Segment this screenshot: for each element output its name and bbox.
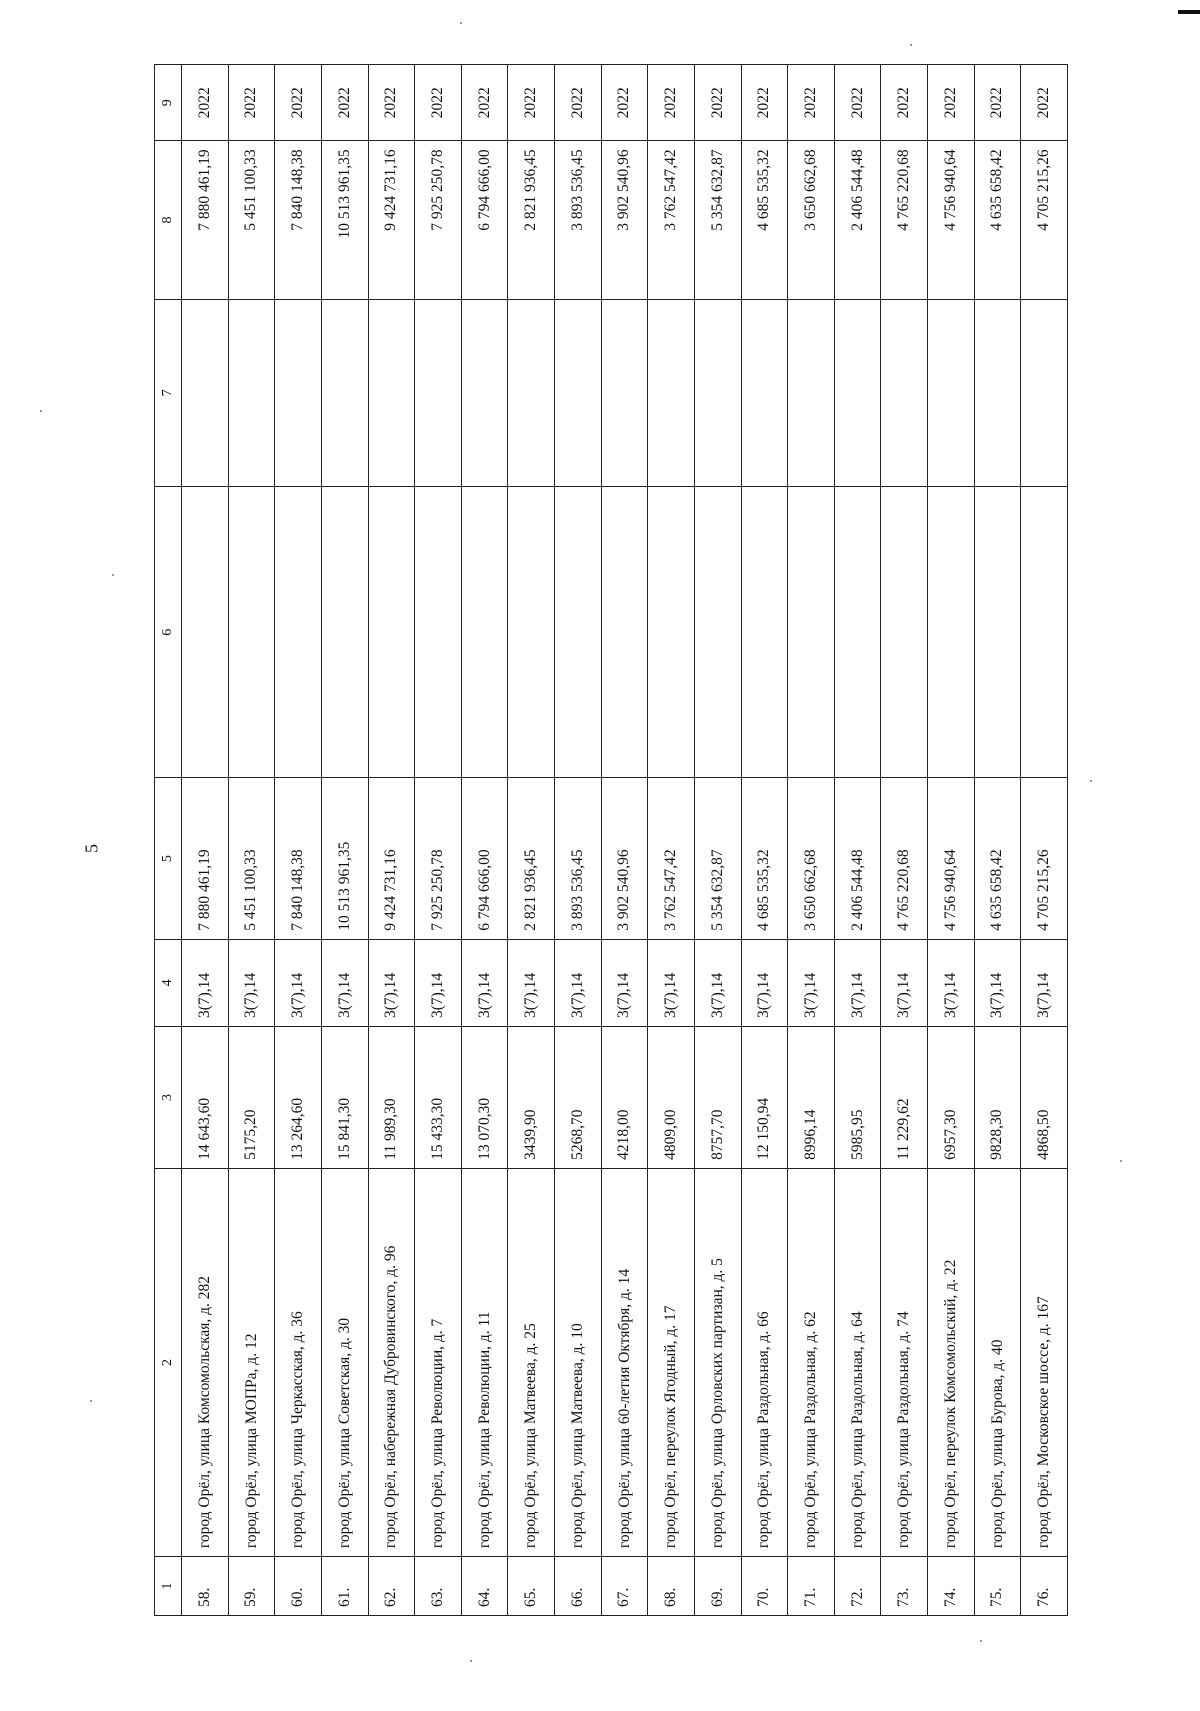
row-number: 63. (415, 1557, 462, 1616)
row-sum-col5: 9 424 731,16 (368, 778, 415, 939)
header-col-6: 6 (155, 487, 182, 778)
row-sum-col5: 7 880 461,19 (182, 778, 229, 939)
row-col7 (601, 299, 648, 487)
row-address: город Орёл, улица Революции, д. 7 (415, 1168, 462, 1556)
row-area: 14 643,60 (182, 1027, 229, 1169)
row-code: 3(7),14 (1021, 939, 1068, 1026)
row-address: город Орёл, улица МОПРа, д. 12 (228, 1168, 275, 1556)
row-sum-col5: 2 406 544,48 (834, 778, 881, 939)
row-sum-col8: 4 765 220,68 (881, 141, 928, 299)
row-code: 3(7),14 (834, 939, 881, 1026)
row-area: 6957,30 (928, 1027, 975, 1169)
row-col6 (461, 487, 508, 778)
row-year: 2022 (461, 65, 508, 141)
row-col7 (321, 299, 368, 487)
row-year: 2022 (275, 65, 322, 141)
row-address: город Орёл, улица Революции, д. 11 (461, 1168, 508, 1556)
table-row (275, 65, 322, 1616)
row-number: 73. (881, 1557, 928, 1616)
row-address: город Орёл, переулок Ягодный, д. 17 (648, 1168, 695, 1556)
row-number: 58. (182, 1557, 229, 1616)
row-code: 3(7),14 (321, 939, 368, 1026)
row-sum-col8: 5 451 100,33 (228, 141, 275, 299)
register-table-holder (154, 64, 1068, 1616)
row-code: 3(7),14 (601, 939, 648, 1026)
row-address: город Орёл, набережная Дубровинского, д. 96 (368, 1168, 415, 1556)
row-sum-col5: 7 925 250,78 (415, 778, 462, 939)
row-year: 2022 (415, 65, 462, 141)
table-row (1021, 65, 1068, 1616)
scan-speck (1120, 1160, 1122, 1162)
row-number: 64. (461, 1557, 508, 1616)
row-sum-col5: 5 354 632,87 (694, 778, 741, 939)
row-col6 (368, 487, 415, 778)
row-area: 12 150,94 (741, 1027, 788, 1169)
row-sum-col5: 2 821 936,45 (508, 778, 555, 939)
row-year: 2022 (182, 65, 229, 141)
table-row (741, 65, 788, 1616)
scan-speck (910, 44, 912, 46)
row-year: 2022 (1021, 65, 1068, 141)
header-col-9: 9 (155, 65, 182, 141)
row-sum-col8: 5 354 632,87 (694, 141, 741, 299)
row-area: 15 841,30 (321, 1027, 368, 1169)
row-area: 11 229,62 (881, 1027, 928, 1169)
page-number: 5 (81, 844, 102, 853)
row-sum-col8: 7 840 148,38 (275, 141, 322, 299)
register-table (154, 64, 1068, 1616)
row-col7 (881, 299, 928, 487)
row-col6 (834, 487, 881, 778)
row-col7 (974, 299, 1021, 487)
row-col6 (928, 487, 975, 778)
row-col6 (881, 487, 928, 778)
row-number: 71. (788, 1557, 835, 1616)
row-year: 2022 (228, 65, 275, 141)
row-col6 (741, 487, 788, 778)
scan-speck (460, 22, 462, 24)
row-area: 4218,00 (601, 1027, 648, 1169)
row-area: 11 989,30 (368, 1027, 415, 1169)
table-body (182, 65, 1068, 1616)
scan-speck (470, 1660, 472, 1662)
row-sum-col8: 3 902 540,96 (601, 141, 648, 299)
row-area: 5268,70 (555, 1027, 602, 1169)
header-col-8: 8 (155, 141, 182, 299)
row-col6 (508, 487, 555, 778)
table-row (182, 65, 229, 1616)
table-row (228, 65, 275, 1616)
row-code: 3(7),14 (555, 939, 602, 1026)
row-year: 2022 (321, 65, 368, 141)
header-col-2: 2 (155, 1168, 182, 1556)
row-col6 (694, 487, 741, 778)
row-number: 75. (974, 1557, 1021, 1616)
row-sum-col5: 4 756 940,64 (928, 778, 975, 939)
row-year: 2022 (555, 65, 602, 141)
row-col6 (1021, 487, 1068, 778)
row-col7 (694, 299, 741, 487)
row-col7 (648, 299, 695, 487)
row-year: 2022 (788, 65, 835, 141)
row-sum-col5: 10 513 961,35 (321, 778, 368, 939)
row-col6 (974, 487, 1021, 778)
header-col-3: 3 (155, 1027, 182, 1169)
row-address: город Орёл, улица Раздольная, д. 74 (881, 1168, 928, 1556)
row-sum-col8: 4 756 940,64 (928, 141, 975, 299)
row-year: 2022 (741, 65, 788, 141)
row-sum-col8: 7 925 250,78 (415, 141, 462, 299)
row-area: 5175,20 (228, 1027, 275, 1169)
row-code: 3(7),14 (788, 939, 835, 1026)
scan-speck (112, 574, 114, 576)
row-address: город Орёл, улица 60-летия Октября, д. 14 (601, 1168, 648, 1556)
row-sum-col5: 4 705 215,26 (1021, 778, 1068, 939)
rotated-table-frame (154, 64, 1068, 1616)
row-address: город Орёл, улица Черкасская, д. 36 (275, 1168, 322, 1556)
table-row (415, 65, 462, 1616)
row-area: 9828,30 (974, 1027, 1021, 1169)
row-col7 (275, 299, 322, 487)
scan-speck (1090, 780, 1092, 782)
row-year: 2022 (834, 65, 881, 141)
row-sum-col8: 2 406 544,48 (834, 141, 881, 299)
table-row (928, 65, 975, 1616)
row-number: 70. (741, 1557, 788, 1616)
table-row (601, 65, 648, 1616)
row-col7 (228, 299, 275, 487)
row-col6 (555, 487, 602, 778)
row-code: 3(7),14 (415, 939, 462, 1026)
row-sum-col8: 4 705 215,26 (1021, 141, 1068, 299)
row-sum-col5: 4 685 535,32 (741, 778, 788, 939)
row-sum-col8: 9 424 731,16 (368, 141, 415, 299)
row-sum-col8: 4 635 658,42 (974, 141, 1021, 299)
row-col7 (461, 299, 508, 487)
row-sum-col5: 7 840 148,38 (275, 778, 322, 939)
row-number: 66. (555, 1557, 602, 1616)
row-year: 2022 (508, 65, 555, 141)
row-number: 60. (275, 1557, 322, 1616)
row-year: 2022 (368, 65, 415, 141)
scan-speck (40, 410, 42, 412)
table-row (694, 65, 741, 1616)
row-address: город Орёл, улица Матвеева, д. 25 (508, 1168, 555, 1556)
header-col-1: 1 (155, 1557, 182, 1616)
row-sum-col8: 6 794 666,00 (461, 141, 508, 299)
row-sum-col8: 3 762 547,42 (648, 141, 695, 299)
row-col7 (788, 299, 835, 487)
row-address: город Орёл, Московское шоссе, д. 167 (1021, 1168, 1068, 1556)
row-address: город Орёл, улица Матвеева, д. 10 (555, 1168, 602, 1556)
row-number: 59. (228, 1557, 275, 1616)
row-area: 15 433,30 (415, 1027, 462, 1169)
row-code: 3(7),14 (182, 939, 229, 1026)
row-number: 72. (834, 1557, 881, 1616)
row-col7 (928, 299, 975, 487)
row-sum-col5: 3 650 662,68 (788, 778, 835, 939)
header-row (155, 65, 182, 1616)
row-col6 (601, 487, 648, 778)
row-col6 (275, 487, 322, 778)
row-col6 (648, 487, 695, 778)
row-area: 8996,14 (788, 1027, 835, 1169)
row-col7 (555, 299, 602, 487)
row-sum-col5: 6 794 666,00 (461, 778, 508, 939)
row-sum-col8: 3 650 662,68 (788, 141, 835, 299)
row-year: 2022 (881, 65, 928, 141)
table-row (648, 65, 695, 1616)
row-area: 13 264,60 (275, 1027, 322, 1169)
table-row (508, 65, 555, 1616)
row-col7 (415, 299, 462, 487)
row-address: город Орёл, переулок Комсомольский, д. 22 (928, 1168, 975, 1556)
row-address: город Орёл, улица Комсомольская, д. 282 (182, 1168, 229, 1556)
table-row (974, 65, 1021, 1616)
scan-speck (980, 1640, 982, 1642)
row-address: город Орёл, улица Раздольная, д. 64 (834, 1168, 881, 1556)
row-number: 65. (508, 1557, 555, 1616)
row-sum-col8: 2 821 936,45 (508, 141, 555, 299)
row-area: 5985,95 (834, 1027, 881, 1169)
row-col7 (508, 299, 555, 487)
table-row (788, 65, 835, 1616)
row-area: 8757,70 (694, 1027, 741, 1169)
row-number: 61. (321, 1557, 368, 1616)
row-col7 (834, 299, 881, 487)
row-sum-col8: 10 513 961,35 (321, 141, 368, 299)
row-code: 3(7),14 (694, 939, 741, 1026)
row-sum-col8: 4 685 535,32 (741, 141, 788, 299)
row-code: 3(7),14 (741, 939, 788, 1026)
row-code: 3(7),14 (368, 939, 415, 1026)
row-number: 69. (694, 1557, 741, 1616)
row-code: 3(7),14 (228, 939, 275, 1026)
row-sum-col5: 3 762 547,42 (648, 778, 695, 939)
row-col6 (228, 487, 275, 778)
row-code: 3(7),14 (508, 939, 555, 1026)
row-col7 (741, 299, 788, 487)
row-area: 4809,00 (648, 1027, 695, 1169)
row-address: город Орёл, улица Раздольная, д. 66 (741, 1168, 788, 1556)
row-number: 76. (1021, 1557, 1068, 1616)
scan-corner-mark (1178, 10, 1200, 14)
row-sum-col5: 3 893 536,45 (555, 778, 602, 939)
header-col-7: 7 (155, 299, 182, 487)
table-row (881, 65, 928, 1616)
row-code: 3(7),14 (461, 939, 508, 1026)
row-year: 2022 (974, 65, 1021, 141)
row-col7 (1021, 299, 1068, 487)
row-col6 (415, 487, 462, 778)
row-col6 (321, 487, 368, 778)
row-code: 3(7),14 (648, 939, 695, 1026)
row-address: город Орёл, улица Раздольная, д. 62 (788, 1168, 835, 1556)
row-area: 3439,90 (508, 1027, 555, 1169)
row-sum-col5: 4 635 658,42 (974, 778, 1021, 939)
row-address: город Орёл, улица Бурова, д. 40 (974, 1168, 1021, 1556)
row-sum-col5: 3 902 540,96 (601, 778, 648, 939)
row-sum-col5: 5 451 100,33 (228, 778, 275, 939)
row-address: город Орёл, улица Орловских партизан, д. 5 (694, 1168, 741, 1556)
table-row (461, 65, 508, 1616)
table-row (834, 65, 881, 1616)
row-number: 68. (648, 1557, 695, 1616)
row-number: 62. (368, 1557, 415, 1616)
row-col6 (182, 487, 229, 778)
header-col-4: 4 (155, 939, 182, 1026)
row-year: 2022 (928, 65, 975, 141)
row-number: 74. (928, 1557, 975, 1616)
row-col7 (368, 299, 415, 487)
table-row (555, 65, 602, 1616)
table-row (368, 65, 415, 1616)
row-sum-col8: 7 880 461,19 (182, 141, 229, 299)
header-col-5: 5 (155, 778, 182, 939)
scan-speck (90, 1400, 92, 1402)
row-year: 2022 (694, 65, 741, 141)
row-sum-col5: 4 765 220,68 (881, 778, 928, 939)
row-code: 3(7),14 (275, 939, 322, 1026)
row-area: 13 070,30 (461, 1027, 508, 1169)
row-number: 67. (601, 1557, 648, 1616)
row-code: 3(7),14 (881, 939, 928, 1026)
row-address: город Орёл, улица Советская, д. 30 (321, 1168, 368, 1556)
row-sum-col8: 3 893 536,45 (555, 141, 602, 299)
row-code: 3(7),14 (928, 939, 975, 1026)
row-col6 (788, 487, 835, 778)
row-col7 (182, 299, 229, 487)
row-year: 2022 (601, 65, 648, 141)
row-area: 4868,50 (1021, 1027, 1068, 1169)
row-year: 2022 (648, 65, 695, 141)
table-row (321, 65, 368, 1616)
row-code: 3(7),14 (974, 939, 1021, 1026)
